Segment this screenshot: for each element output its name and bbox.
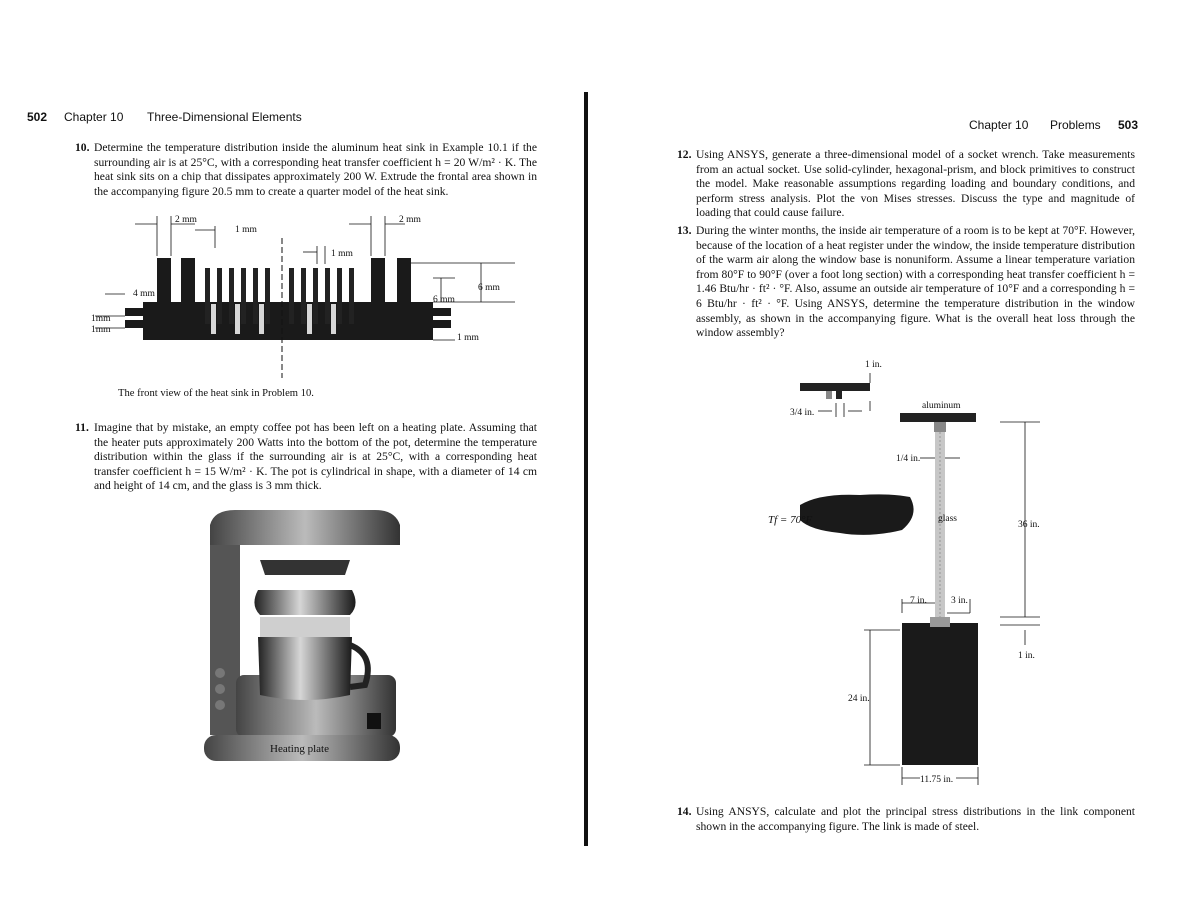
dim-label: 1mm [91,325,111,335]
dim-1in-right: 1 in. [1018,651,1035,661]
problem-13 [677,224,1135,341]
right-page [590,0,1188,918]
dim-3-4in: 3/4 in. [790,408,815,418]
dim-1-4in: 1/4 in. [896,454,921,464]
problem-text: Using ANSYS, generate a three-dimensional model of a socket wrench. Take measurements from an actual socket. Use solid-cylinder, hexagonal-prism, and block primitives to construct the model. Make reasonable assumptions regarding loading and boundary conditions, and perform stress analysis. Plot the von Mises stresses. Discuss the type and magnitude of loading that could cause failure. [696,148,1135,220]
dim-label: 2 mm [175,215,197,225]
dim-label: 1 mm [331,249,353,259]
glass-label: glass [938,514,957,524]
tf-label: Tf = 70°F [768,514,813,526]
problem-11 [75,421,537,494]
dim-7in: 7 in. [910,596,927,606]
problem-text: Determine the temperature distribution inside the aluminum heat sink in Example 10.1 if the surrounding air is at 25°C, with a corresponding heat transfer coefficient h = 20 W/m² · K. The heat sink sits on a chip that dissipates approximately 200 W. Extrude the frontal area shown in the accompanying figure 20.5 mm to create a quarter model of the heat sink. [94,141,537,198]
dim-label: 2 mm [399,215,421,225]
problem-number: 14. [677,805,692,818]
problem-number: 10. [75,141,90,154]
problem-number: 11. [75,421,89,434]
dim-label: 4 mm [133,289,155,299]
heating-plate-label: Heating plate [270,743,329,755]
window-assembly-figure [768,355,1060,795]
problem-number: 12. [677,148,692,161]
section-title: Three-Dimensional Elements [147,110,302,124]
dim-1in-top: 1 in. [865,360,882,370]
page-number: 502 [27,110,48,124]
problem-text: During the winter months, the inside air temperature of a room is to be kept at 70°F. However, because of the location of a heat register under the window, the inside temperature distribution of the warm air along the window base is nonuniform. Assume a linear temperature variation from 80°F to 90°F (over a foot long section) with a corresponding heat transfer coefficient h = 1.46 Btu/hr · ft² · °F. Also, assume an outside air temperature of 10°F and a corresponding h = 6 Btu/hr · ft² · °F. Using ANSYS, determine the temperature distribution in the window assembly, as shown in the accompanying figure. What is the overall heat loss through the window assembly? [696,224,1135,340]
chapter-label: Chapter 10 [64,110,124,124]
problem-10 [75,141,537,199]
dim-11-75in: 11.75 in. [920,775,954,785]
dim-label: 1 mm [235,225,257,235]
problem-12 [677,148,1135,221]
left-page [0,0,580,918]
problem-number: 13. [677,224,692,237]
dim-36in: 36 in. [1018,520,1040,530]
figure-caption: The front view of the heat sink in Problem 10. [118,388,314,399]
heat-sink-figure [85,208,525,380]
coffee-pot-figure [200,505,405,765]
aluminum-label: aluminum [922,401,961,411]
dim-label: 6 mm [433,295,455,305]
dim-3in: 3 in. [951,596,968,606]
book-spine [584,92,588,846]
page-number: 503 [1118,118,1139,132]
problem-14 [677,805,1135,834]
chapter-label: Chapter 10 [969,118,1029,132]
dim-label: 1mm [91,314,111,324]
problem-text: Imagine that by mistake, an empty coffee pot has been left on a heating plate. Assuming that the heater puts approximately 200 Watts into the bottom of the pot, determine the temperature distribution within the glass if the surrounding air is at 25°C, with a corresponding heat transfer coefficient h = 15 W/m² · K. The pot is cylindrical in shape, with a diameter of 14 cm and height of 14 cm, and the glass is 3 mm thick. [94,421,537,493]
section-title: Problems [1050,118,1101,132]
dim-24in: 24 in. [848,694,870,704]
dim-label: 6 mm [478,283,500,293]
problem-text: Using ANSYS, calculate and plot the principal stress distributions in the link component shown in the accompanying figure. The link is made of steel. [696,805,1135,833]
dim-label: 1 mm [457,333,479,343]
